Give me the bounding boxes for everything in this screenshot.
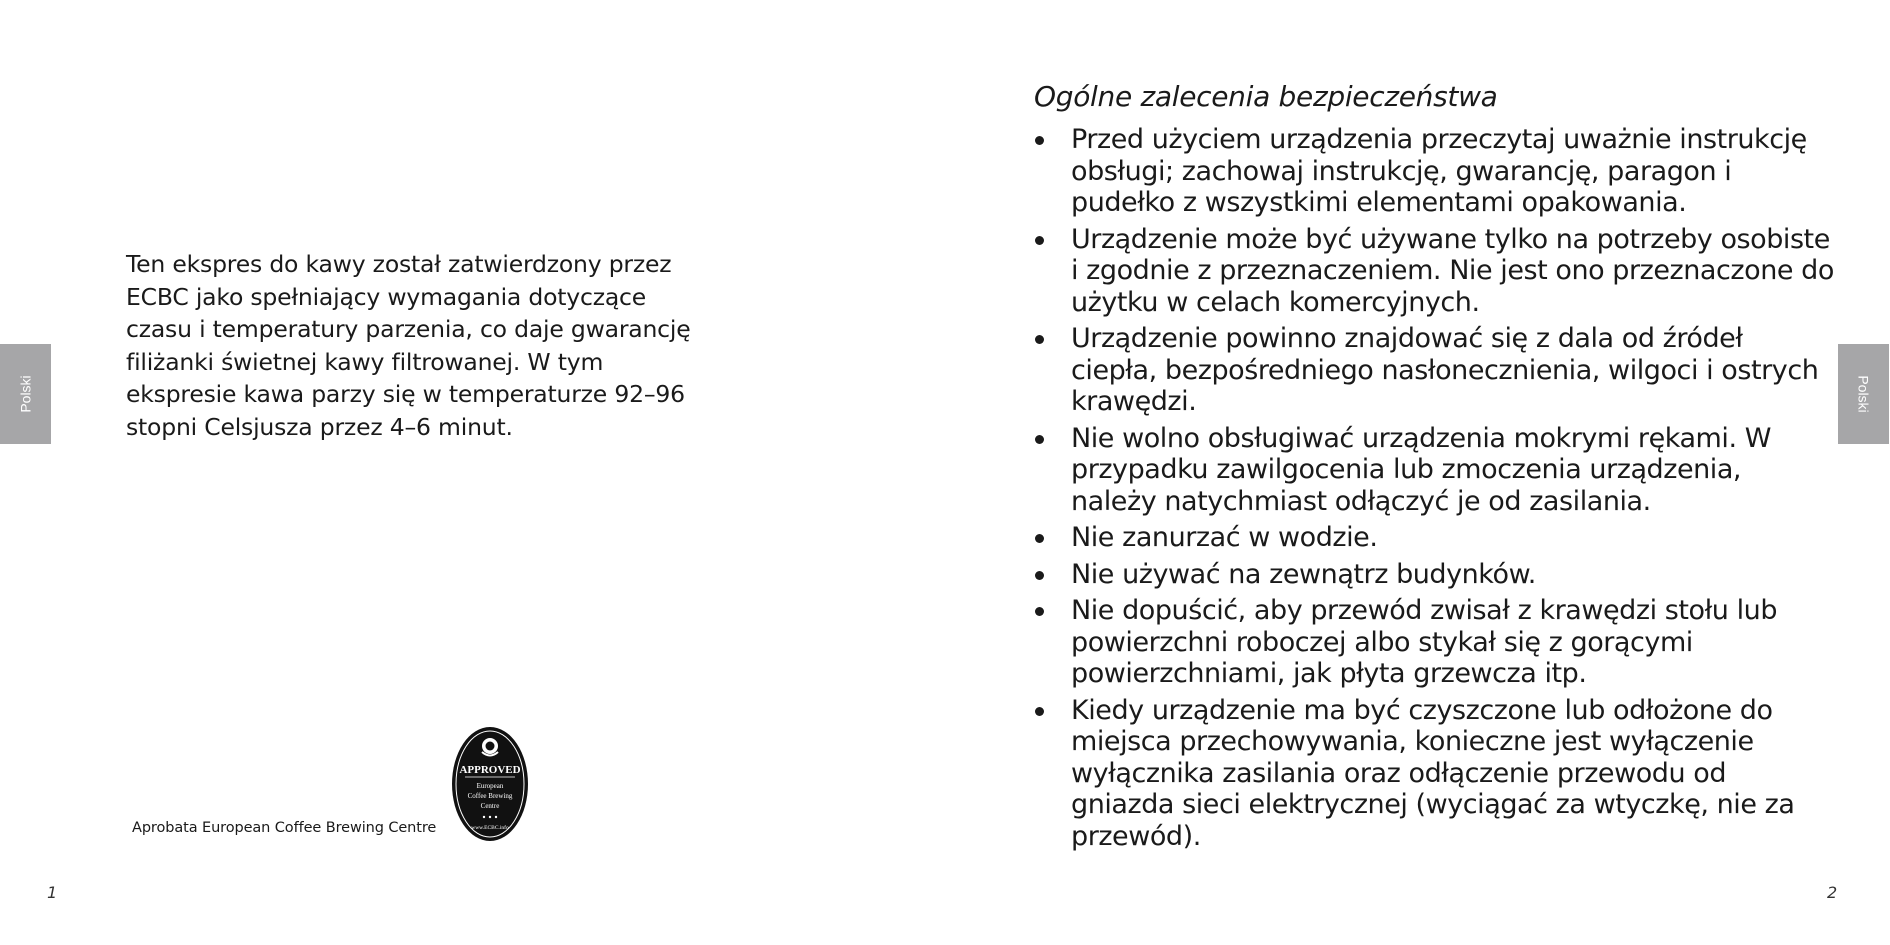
safety-item-text: Urządzenie powinno znajdować się z dala od źródeł ciepła, bezpośredniego nasłonecznienia, wilgoci i ostrych krawędzi. [1071,323,1819,417]
safety-item [1034,423,1834,518]
seal-line-2: Coffee Brewing [467,792,513,800]
safety-item-text: Nie wolno obsługiwać urządzenia mokrymi rękami. W przypadku zawilgocenia lub zmoczenia urządzenia, należy natychmiast odłączyć je od zasilania. [1071,422,1771,517]
safety-item-text: Kiedy urządzenie ma być czyszczone lub odłożone do miejsca przechowywania, konieczne jest wyłączenie wyłącznika zasilania oraz odłączenie przewodu od gniazda sieci elektrycznej (wyciągać za wtyczkę, nie za przewód). [1071,694,1795,852]
safety-item-text: Nie zanurzać w wodzie. [1071,522,1378,553]
safety-heading: Ogólne zalecenia bezpieczeństwa [1034,80,1498,113]
safety-item-text: Nie dopuścić, aby przewód zwisał z krawędzi stołu lub powierzchni roboczej albo stykał się z gorącymi powierzchniami, jak płyta grzewcza itp. [1071,595,1778,689]
language-tab-label: Polski [1855,375,1872,413]
ecbc-approved-seal-icon [451,726,529,842]
safety-item [1034,124,1834,219]
safety-item [1034,595,1834,690]
safety-item-text: Urządzenie może być używane tylko na potrzeby osobiste i zgodnie z przeznaczeniem. Nie jest ono przeznaczone do użytku w celach komercyjnych. [1071,223,1834,318]
page-number-right: 2 [1827,883,1838,902]
bullet-icon [1035,571,1044,580]
safety-item [1034,323,1834,418]
safety-item [1034,522,1834,554]
safety-item [1034,559,1834,591]
seal-title: APPROVED [459,764,521,776]
bullet-icon [1035,236,1044,245]
safety-item [1034,224,1834,319]
bullet-icon [1035,136,1044,145]
seal-caption: Aprobata European Coffee Brewing Centre [132,820,437,836]
bullet-icon [1035,607,1044,616]
page-number-left: 1 [47,883,58,902]
bullet-icon [1035,335,1044,344]
seal-line-3: Centre [480,802,500,810]
safety-item-text: Nie używać na zewnątrz budynków. [1071,558,1536,590]
safety-item-text: Przed użyciem urządzenia przeczytaj uważnie instrukcję obsługi; zachowaj instrukcję, gwarancję, paragon i pudełko z wszystkimi elementami opakowania. [1071,124,1807,218]
intro-paragraph: Ten ekspres do kawy został zatwierdzony przez ECBC jako spełniający wymagania dotyczące czasu i temperatury parzenia, co daje gwarancję filiżanki świetnej kawy filtrowanej. W tym ekspresie kawa parzy się w temperaturze 92–96 stopni Celsjusza przez 4–6 minut. [126,250,691,441]
seal-line-1: European [476,782,504,790]
bullet-icon [1035,534,1044,543]
safety-list [1034,124,1834,857]
safety-item [1034,695,1834,853]
seal-url: www.ECBC.info [471,825,509,831]
language-tab-right [1838,344,1889,444]
language-tab-label: Polski [17,375,34,413]
bullet-icon [1035,707,1044,716]
language-tab-left [0,344,51,444]
bullet-icon [1035,435,1044,444]
